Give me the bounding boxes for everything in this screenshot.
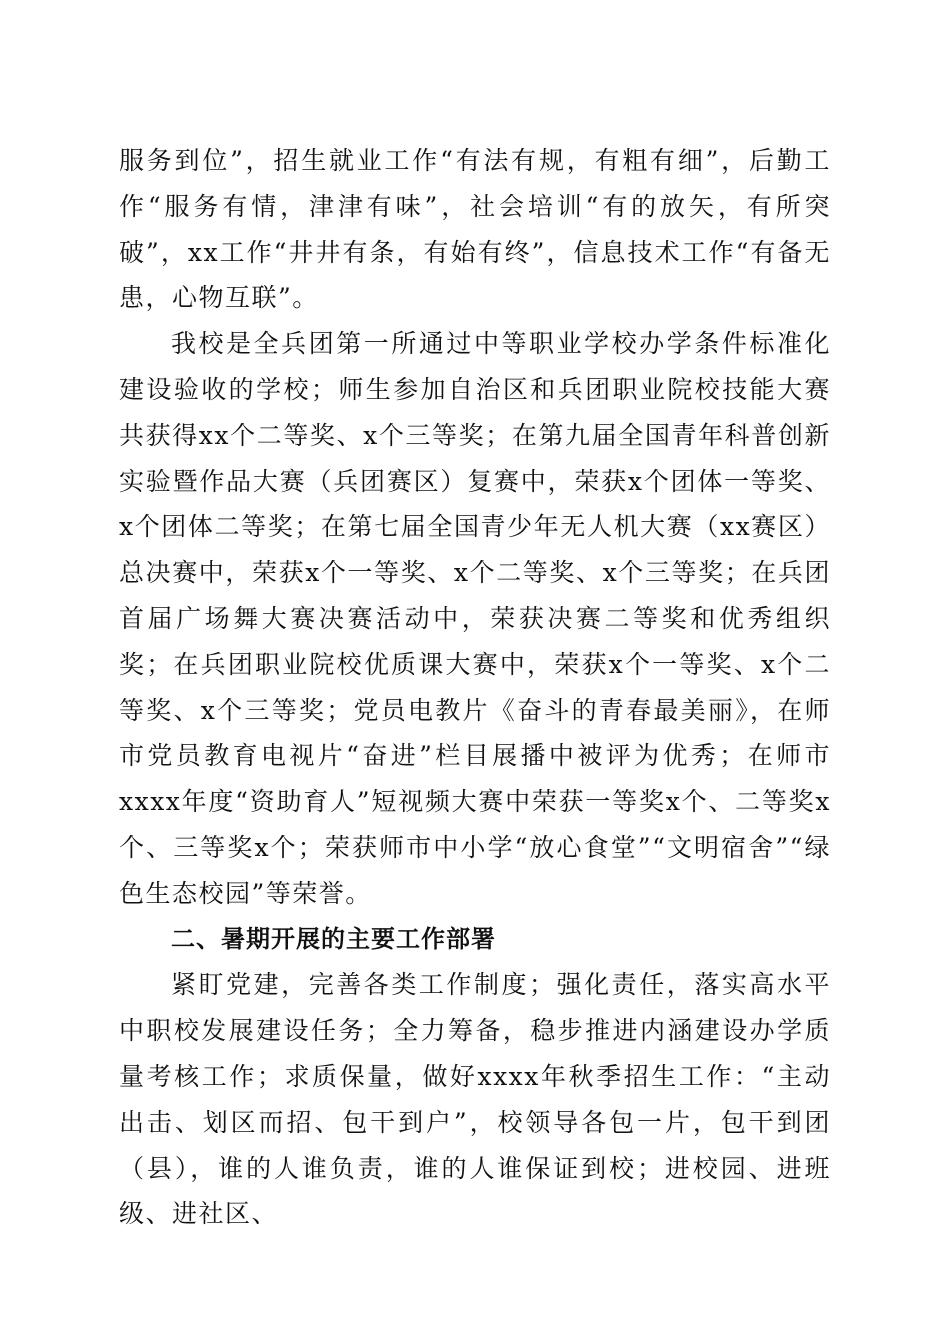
- continuation-paragraph: 服务到位”，招生就业工作“有法有规，有粗有细”，后勤工作“服务有情，津津有味”，社会培训“有的放矢，有所突破”，xx工作“井井有条，有始有终”，信息技术工作“有备无患，心物互联”。: [119, 146, 831, 313]
- achievements-paragraph: 我校是全兵团第一所通过中等职业学校办学条件标准化建设验收的学校；师生参加自治区和兵团职业院校技能大赛共获得xx个二等奖、x个三等奖；在第九届全国青年科普创新实验暨作品大赛（兵团赛区）复赛中，荣获x个团体一等奖、x个团体二等奖；在第七届全国青少年无人机大赛（xx赛区）总决赛中，荣获x个一等奖、x个二等奖、x个三等奖；在兵团首届广场舞大赛决赛活动中，荣获决赛二等奖和优秀组织奖；在兵团职业院校优质课大赛中，荣获x个一等奖、x个二等奖、x个三等奖；党员电教片《奋斗的青春最美丽》，在师市党员教育电视片“奋进”栏目展播中被评为优秀；在师市xxxx年度“资助育人”短视频大赛中荣获一等奖x个、二等奖x个、三等奖x个；荣获师市中小学“放心食堂”“文明宿舍”“绿色生态校园”等荣誉。: [119, 329, 831, 908]
- document-body: [119, 138, 831, 1237]
- section-heading: 二、暑期开展的主要工作部署: [171, 924, 496, 953]
- work-plan-paragraph: 紧盯党建，完善各类工作制度；强化责任，落实高水平中职校发展建设任务；全力筹备，稳步推进内涵建设办学质量考核工作；求质保量，做好xxxx年秋季招生工作：“主动出击、划区而招、包干到户”，校领导各包一片，包干到团（县），谁的人谁负责，谁的人谁保证到校；进校园、进班级、进社区、: [119, 970, 831, 1229]
